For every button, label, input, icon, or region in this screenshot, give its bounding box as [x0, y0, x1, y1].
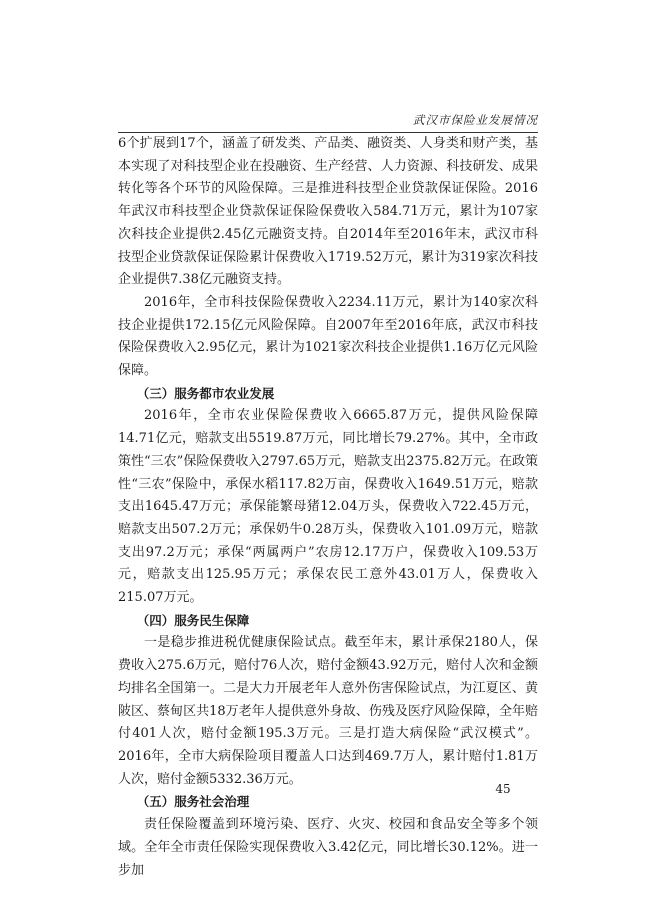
section-heading: （三）服务都市农业发展 [136, 385, 275, 401]
paragraph: 6个扩展到17个，涵盖了研发类、产品类、融资类、人身类和财产类，基本实现了对科技型企业在投融资、生产经营、人力资源、科技研发、成果转化等各个环节的风险保障。三是推进科技型企业贷款保证保险。2016年武汉市科技型企业贷款保证保险保费收入584.71万元，累计为107家次科技企业提供2.45亿元融资支持。自2014年至2016年末，武汉市科技型企业贷款保证保险累计保费收入1719.52万元，累计为319家次科技企业提供7.38亿元融资支持。 [118, 136, 538, 288]
section-heading: （四）服务民生保障 [136, 612, 250, 628]
paragraph: 一是稳步推进税优健康保险试点。截至年末，累计承保2180人，保费收入275.6万元，赔付76人次，赔付金额43.92万元，赔付人次和金额均排名全国第一。二是大力开展老年人意外伤害保险试点，为江夏区、黄陂区、蔡甸区共18万老年人提供意外身故、伤残及医疗风险保障，全年赔付401人次，赔付金额195.3万元。三是打造大病保险“武汉模式”。2016年，全市大病保险项目覆盖人口达到469.7万人，累计赔付1.81万人次，赔付金额5332.36万元。 [118, 635, 538, 787]
paragraph: 2016年，全市科技保险保费收入2234.11万元，累计为140家次科技企业提供172.15亿元风险保障。自2007年至2016年底，武汉市科技保险保费收入2.95亿元，累计为1021家次科技企业提供1.16万亿元风险保障。 [118, 294, 538, 379]
running-header: 武汉市保险业发展情况 [413, 113, 538, 127]
paragraph: 责任保险覆盖到环境污染、医疗、火灾、校园和食品安全等多个领域。全年全市责任保险实现保费收入3.42亿元，同比增长30.12%。进一步加 [118, 817, 538, 878]
page-number: 45 [495, 782, 511, 796]
section-heading: （五）服务社会治理 [136, 794, 250, 810]
body-text [118, 133, 538, 882]
paragraph: 2016年，全市农业保险保费收入6665.87万元，提供风险保障14.71亿元，赔款支出5519.87万元，同比增长79.27%。其中，全市政策性“三农”保险保费收入2797.65万元，赔款支出2375.82万元。在政策性“三农”保险中，承保水稻117.82万亩，保费收入1649.51万元，赔款支出1645.47万元；承保能繁母猪12.04万头，保费收入722.45万元，赔款支出507.2万元；承保奶牛0.28万头，保费收入101.09万元，赔款支出97.2万元；承保“两属两户”农房12.17万户，保费收入109.53万元，赔款支出125.95万元；承保农民工意外43.01万人，保费收入215.07万元。 [118, 408, 538, 606]
